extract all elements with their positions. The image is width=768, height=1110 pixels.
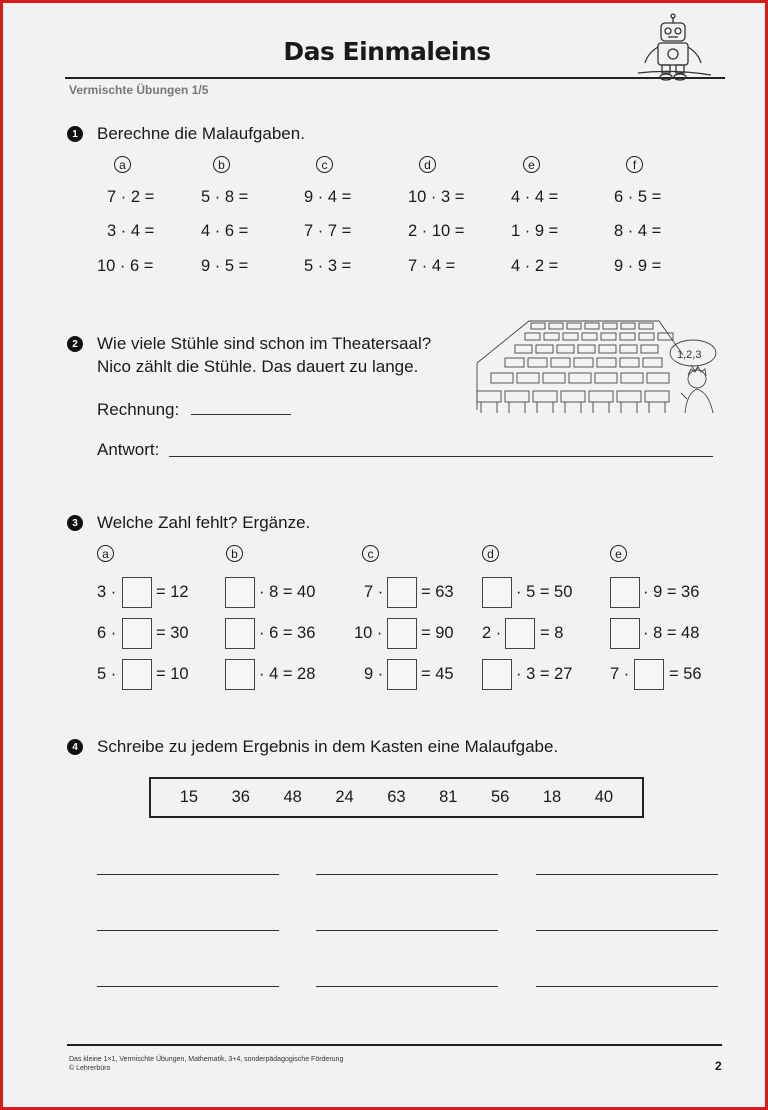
result-number: 15 xyxy=(179,788,199,806)
missing-number-box[interactable] xyxy=(122,659,152,690)
task-1-problem: 4 · 6 = xyxy=(201,222,249,240)
task-1-problem: 5 · 3 = xyxy=(304,257,352,275)
answer-line[interactable] xyxy=(536,874,718,875)
result-number: 40 xyxy=(594,788,614,806)
missing-number-box[interactable] xyxy=(122,618,152,649)
task-1-problem: 7 · 2 = xyxy=(107,188,155,206)
task-1-problem: 3 · 4 = xyxy=(107,222,155,240)
missing-number-box[interactable] xyxy=(505,618,535,649)
missing-number-box[interactable] xyxy=(610,618,640,649)
task-3-label-c: c xyxy=(362,545,379,562)
task-3-suffix: · 9 = 36 xyxy=(643,583,700,601)
task-1-label-d: d xyxy=(419,156,436,173)
missing-number-box[interactable] xyxy=(122,577,152,608)
result-number: 63 xyxy=(387,788,406,806)
task-1-problem: 5 · 8 = xyxy=(201,188,249,206)
missing-number-box[interactable] xyxy=(387,659,417,690)
task-3-suffix: = 63 xyxy=(421,583,454,601)
header-rule xyxy=(65,77,725,79)
footer-line-2: © Lehrerbüro xyxy=(69,1065,111,1072)
task-3-suffix: · 4 = 28 xyxy=(259,665,316,683)
task-3-suffix: · 5 = 50 xyxy=(516,583,573,601)
task-4-instruction: Schreibe zu jedem Ergebnis in dem Kasten eine Malaufgabe. xyxy=(97,737,559,756)
missing-number-box[interactable] xyxy=(225,618,255,649)
task-2-instruction-line1: Wie viele Stühle sind schon im Theatersaal? xyxy=(97,334,432,353)
task-3-number: 3 xyxy=(67,515,83,531)
task-1-problem: 9 · 4 = xyxy=(304,188,352,206)
task-4-number: 4 xyxy=(67,739,83,755)
page-title: Das Einmaleins xyxy=(283,37,491,66)
task-1-problem: 10 · 6 = xyxy=(97,257,154,275)
task-3-suffix: = 90 xyxy=(421,624,454,642)
task-2-instruction-line2: Nico zählt die Stühle. Das dauert zu lange. xyxy=(97,357,419,376)
task-3-suffix: = 12 xyxy=(156,583,189,601)
rechnung-answer-line[interactable] xyxy=(191,414,291,415)
task-1-problem: 7 · 4 = xyxy=(408,257,456,275)
page-subtitle: Vermischte Übungen 1/5 xyxy=(69,83,209,97)
speech-bubble-text: 1,2,3 xyxy=(677,349,702,361)
result-number: 36 xyxy=(231,788,250,806)
footer-rule xyxy=(67,1044,722,1046)
task-1-problem: 1 · 9 = xyxy=(511,222,559,240)
task-3-label-d: d xyxy=(482,545,499,562)
task-1-label-b: b xyxy=(213,156,230,173)
task-3-label-a: a xyxy=(97,545,114,562)
task-1-problem: 7 · 7 = xyxy=(304,222,352,240)
task-3-suffix: · 8 = 40 xyxy=(259,583,316,601)
missing-number-box[interactable] xyxy=(482,659,512,690)
task-3-suffix: = 8 xyxy=(540,624,564,642)
result-number: 48 xyxy=(283,788,302,806)
task-3-label-e: e xyxy=(610,545,627,562)
task-3-suffix: = 30 xyxy=(156,624,189,642)
answer-line[interactable] xyxy=(97,874,279,875)
missing-number-box[interactable] xyxy=(225,659,255,690)
task-1-problem: 8 · 4 = xyxy=(614,222,662,240)
result-number: 24 xyxy=(335,788,354,806)
footer-credits xyxy=(69,1055,343,1073)
theater-chairs-illustration xyxy=(469,315,719,427)
task-1-problem: 9 · 9 = xyxy=(614,257,662,275)
task-1-problem: 4 · 2 = xyxy=(511,257,559,275)
task-3-prefix: 5 · xyxy=(97,665,117,683)
task-1-problem: 10 · 3 = xyxy=(408,188,465,206)
task-3-suffix: · 6 = 36 xyxy=(259,624,316,642)
task-1-problem: 9 · 5 = xyxy=(201,257,249,275)
task-1-problem: 6 · 5 = xyxy=(614,188,662,206)
answer-line[interactable] xyxy=(97,986,279,987)
task-3-label-b: b xyxy=(226,545,243,562)
missing-number-box[interactable] xyxy=(482,577,512,608)
task-3-prefix: 3 · xyxy=(97,583,117,601)
missing-number-box[interactable] xyxy=(225,577,255,608)
missing-number-box[interactable] xyxy=(387,577,417,608)
task-3-suffix: · 8 = 48 xyxy=(643,624,700,642)
task-3-suffix: = 10 xyxy=(156,665,189,683)
task-3-instruction: Welche Zahl fehlt? Ergänze. xyxy=(97,513,311,532)
task-1-number: 1 xyxy=(67,126,83,142)
task-3-suffix: = 45 xyxy=(421,665,454,683)
answer-line[interactable] xyxy=(97,930,279,931)
task-1-label-c: c xyxy=(316,156,333,173)
answer-line[interactable] xyxy=(536,986,718,987)
task-1-problem: 4 · 4 = xyxy=(511,188,559,206)
answer-line[interactable] xyxy=(316,930,498,931)
result-number: 56 xyxy=(491,788,510,806)
task-2-number: 2 xyxy=(67,336,83,352)
missing-number-box[interactable] xyxy=(634,659,664,690)
page-number: 2 xyxy=(715,1059,722,1073)
answer-line[interactable] xyxy=(316,986,498,987)
task-3-prefix: 7 · xyxy=(610,665,630,683)
task-1-label-a: a xyxy=(114,156,131,173)
task-1-problem: 2 · 10 = xyxy=(408,222,465,240)
missing-number-box[interactable] xyxy=(387,618,417,649)
results-box xyxy=(149,777,644,818)
result-number: 81 xyxy=(439,788,458,806)
task-3-suffix: · 3 = 27 xyxy=(516,665,573,683)
answer-line[interactable] xyxy=(536,930,718,931)
task-1-label-e: e xyxy=(523,156,540,173)
task-3-prefix: 6 · xyxy=(97,624,117,642)
task-1-instruction: Berechne die Malaufgaben. xyxy=(97,124,305,143)
task-3-suffix: = 56 xyxy=(669,665,702,683)
answer-line[interactable] xyxy=(316,874,498,875)
footer-line-1: Das kleine 1×1, Vermischte Übungen, Mathematik, 3+4, sonderpädagogische Förderung xyxy=(69,1056,344,1063)
rechnung-label: Rechnung: xyxy=(97,400,180,419)
task-3-prefix: 2 · xyxy=(482,624,502,642)
antwort-label: Antwort: xyxy=(97,440,160,459)
missing-number-box[interactable] xyxy=(610,577,640,608)
antwort-answer-line[interactable] xyxy=(169,456,713,457)
task-3-prefix: 9 · xyxy=(364,665,384,683)
task-3-prefix: 7 · xyxy=(364,583,384,601)
task-1-label-f: f xyxy=(626,156,643,173)
result-number: 18 xyxy=(542,788,562,806)
task-3-prefix: 10 · xyxy=(354,624,383,642)
robot-illustration xyxy=(633,13,713,93)
